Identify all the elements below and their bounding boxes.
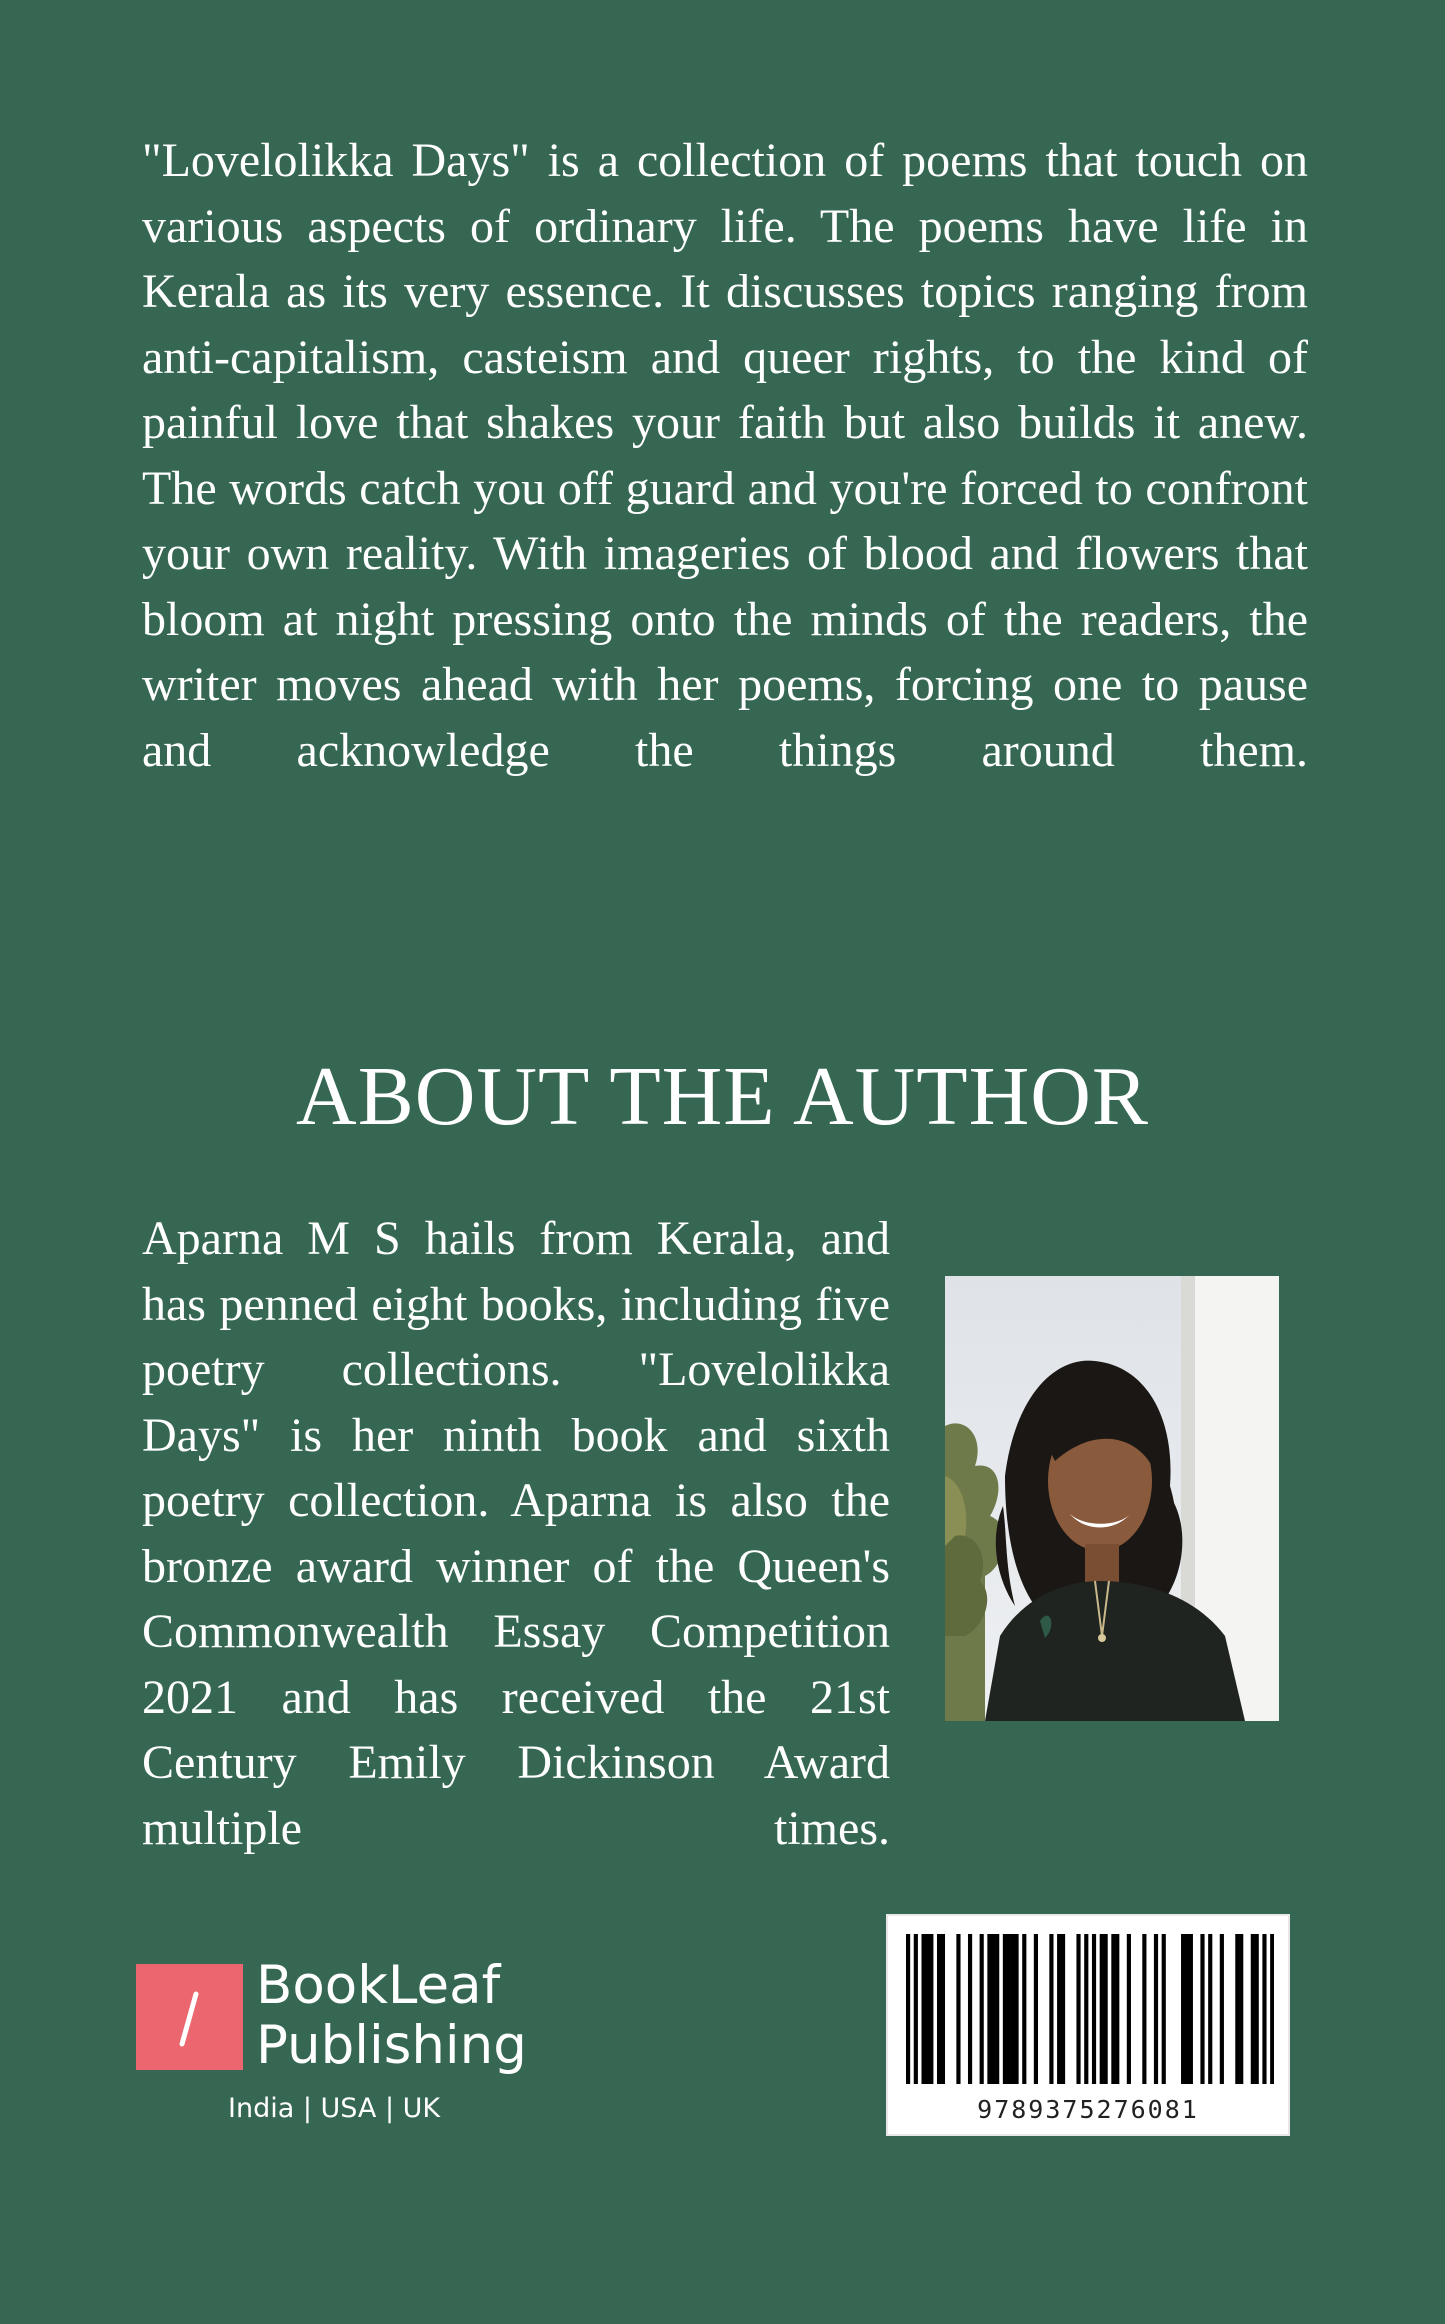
barcode-bar: [1104, 1934, 1108, 2084]
barcode-bar: [1061, 1934, 1065, 2084]
barcode-bar: [1100, 1934, 1104, 2084]
barcode-bar: [925, 1934, 929, 2084]
barcode-bar: [968, 1934, 972, 2084]
barcode-bar: [941, 1934, 945, 2084]
barcode-bar: [1154, 1934, 1158, 2084]
barcode-bar: [980, 1934, 984, 2084]
barcode-bar: [1057, 1934, 1061, 2084]
barcode-bar: [1220, 1934, 1224, 2084]
barcode-bar: [1127, 1934, 1131, 2084]
barcode-bar: [1239, 1934, 1243, 2084]
publisher-name: [256, 1956, 527, 2076]
publisher-name-line1: BookLeaf: [256, 1955, 501, 2016]
barcode-bar: [1111, 1934, 1115, 2084]
slash-icon: [136, 1964, 243, 2070]
barcode-bar: [1251, 1934, 1255, 2084]
barcode-bar: [937, 1934, 941, 2084]
barcode-bar: [906, 1934, 910, 2084]
barcode-bar: [1003, 1934, 1007, 2084]
barcode-bar: [929, 1934, 933, 2084]
barcode-bar: [987, 1934, 991, 2084]
barcode-bar: [1162, 1934, 1166, 2084]
about-author-heading: ABOUT THE AUTHOR: [296, 1050, 1149, 1143]
barcode-bar: [1189, 1934, 1193, 2084]
isbn-number: 9789375276081: [977, 2095, 1199, 2124]
barcode-bar: [1208, 1934, 1212, 2084]
barcode-bar: [1270, 1934, 1274, 2084]
barcode-bar: [1181, 1934, 1185, 2084]
barcode-bar: [1084, 1934, 1088, 2084]
barcode-bar: [1034, 1934, 1038, 2084]
barcode-bar: [914, 1934, 918, 2084]
publisher-logo: [136, 1955, 536, 2134]
barcode-bar: [991, 1934, 995, 2084]
barcode-bar: [1092, 1934, 1096, 2084]
barcode-bar: [995, 1934, 999, 2084]
author-bio: Aparna M S hails from Kerala, and has penned eight books, including five poetry collections. "Lovelolikka Days" is her ninth book and sixth poetry collection. Aparna is also the bronze award winner of the Queen's Commonwealth Essay Competition 2021 and has received the 21st Century Emily Dickinson Award multiple times.: [142, 1212, 890, 1855]
barcode-bar: [1262, 1934, 1266, 2084]
barcode-bar: [1014, 1934, 1018, 2084]
barcode-bar: [921, 1934, 925, 2084]
barcode-bar: [1115, 1934, 1119, 2084]
barcode-bar: [1049, 1934, 1053, 2084]
barcode-bar: [1185, 1934, 1189, 2084]
barcode-bar: [1007, 1934, 1011, 2084]
barcode-bar: [1142, 1934, 1146, 2084]
barcode-bar: [1011, 1934, 1015, 2084]
barcode-bars: [906, 1934, 1274, 2102]
barcode-bar: [956, 1934, 960, 2084]
barcode-bar: [1255, 1934, 1259, 2084]
publisher-name-line2: Publishing: [256, 2015, 527, 2076]
barcode-bar: [1076, 1934, 1080, 2084]
isbn-barcode: [886, 1914, 1290, 2136]
barcode-bar: [1235, 1934, 1239, 2084]
publisher-regions: India | USA | UK: [228, 2093, 441, 2124]
author-photo: [945, 1276, 1279, 1721]
barcode-bar: [1200, 1934, 1204, 2084]
book-blurb: "Lovelolikka Days" is a collection of poems that touch on various aspects of ordinary life. The poems have life in Kerala as its very essence. It discusses topics ranging from anti-capitalism, casteism and queer rights, to the kind of painful love that shakes your faith but also builds it anew. The words catch you off guard and you're forced to confront your own reality. With imageries of blood and flowers that bloom at night pressing onto the minds of the readers, the writer moves ahead with her poems, forcing one to pause and acknowledge the things around them.: [142, 134, 1308, 777]
barcode-bar: [1022, 1934, 1026, 2084]
